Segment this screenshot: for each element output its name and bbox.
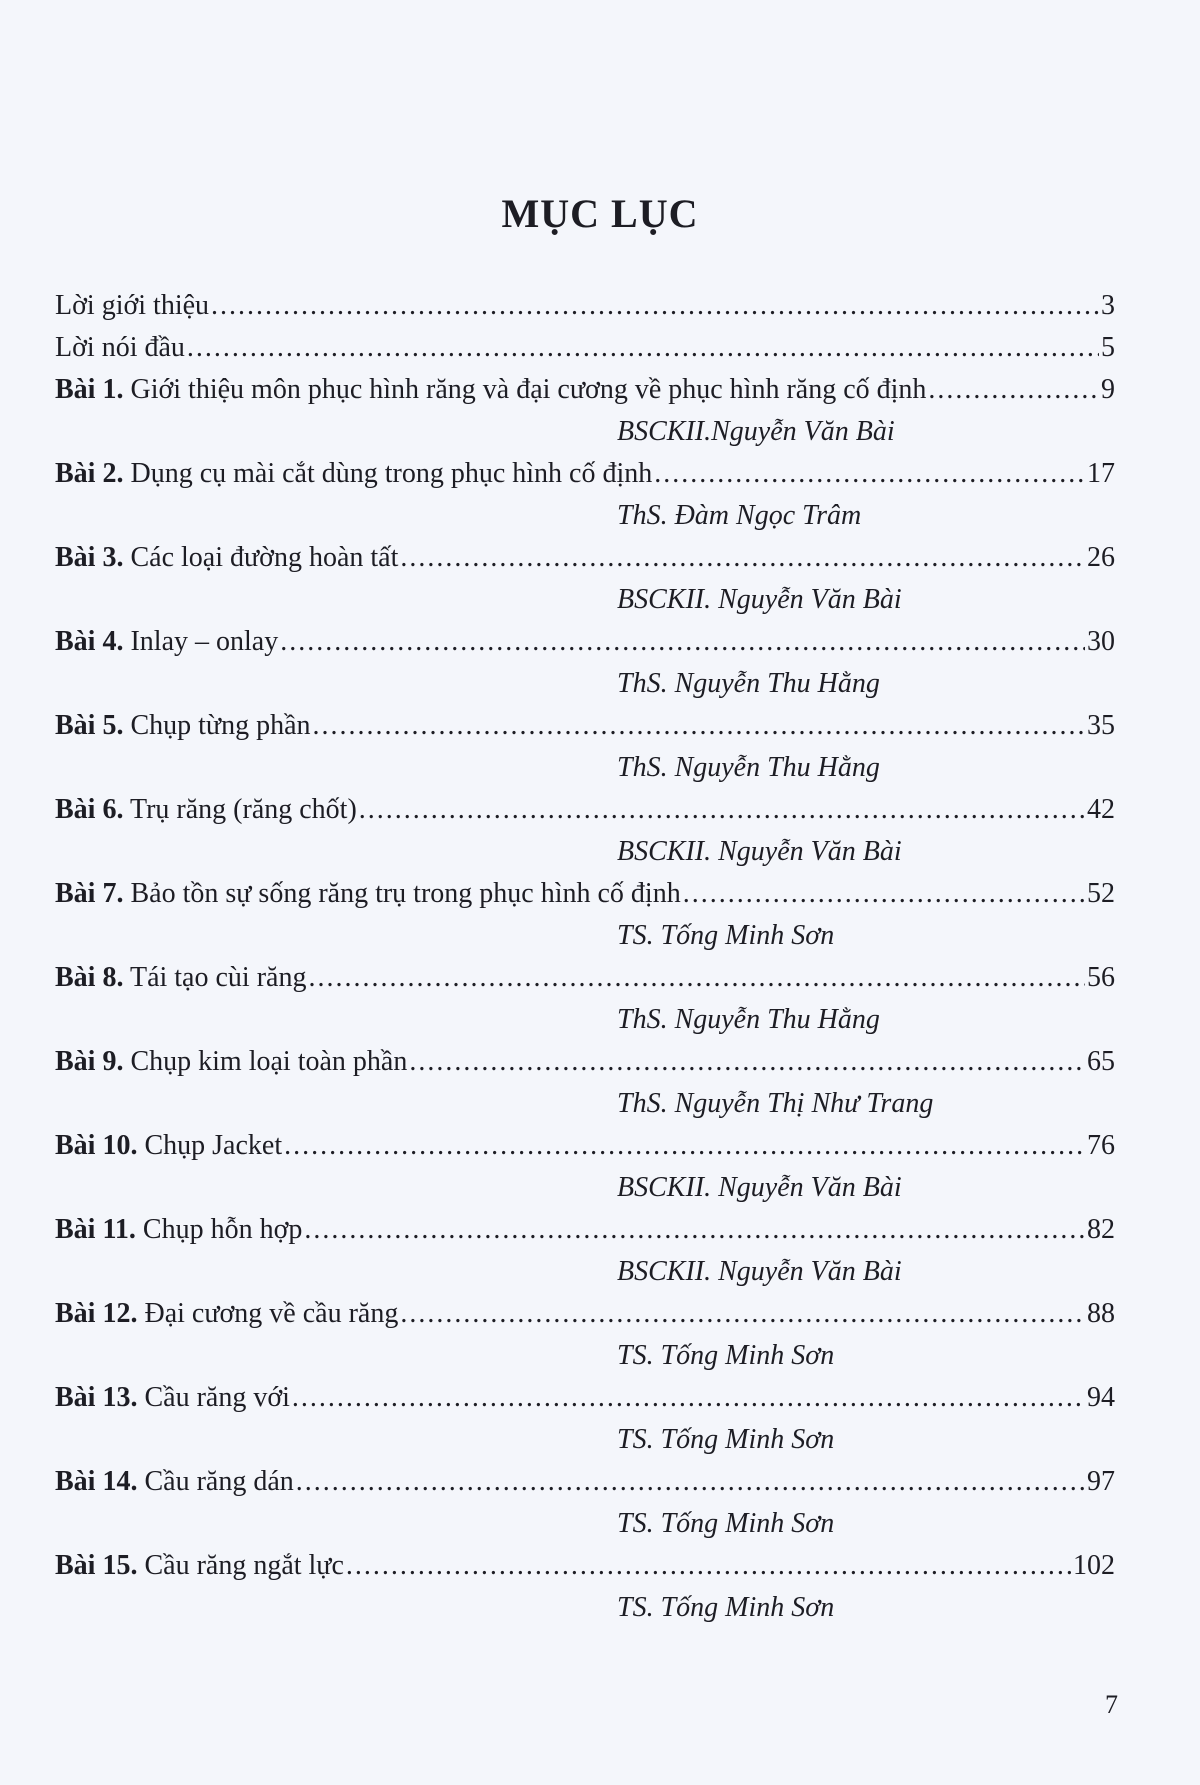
- entry-label: [55, 621, 278, 663]
- entry-page-number: 76: [1087, 1130, 1115, 1161]
- lesson-number: Bài 3.: [55, 542, 124, 573]
- toc-entry: [55, 873, 1115, 915]
- entry-author: ThS. Đàm Ngọc Trâm: [617, 500, 862, 531]
- entry-label: [55, 1461, 294, 1503]
- entry-page-number: 82: [1087, 1214, 1115, 1245]
- dot-leader: [400, 537, 1085, 579]
- lesson-number: Bài 11.: [55, 1214, 136, 1245]
- toc-entry: [55, 1545, 1115, 1587]
- page-number: 7: [1105, 1690, 1118, 1719]
- dot-leader: [211, 285, 1099, 327]
- dot-leader: [683, 873, 1085, 915]
- toc-entry: [55, 453, 1115, 495]
- entry-title: Chụp Jacket: [144, 1130, 283, 1161]
- entry-page-number: 30: [1087, 626, 1115, 657]
- entry-title: Tái tạo cùi răng: [129, 962, 307, 993]
- entry-author: TS. Tống Minh Sơn: [617, 1424, 835, 1455]
- entry-title: Giới thiệu môn phục hình răng và đại cương về phục hình răng cố định: [130, 374, 927, 405]
- toc-entry: [55, 1209, 1115, 1251]
- entry-title: Các loại đường hoàn tất: [130, 542, 399, 573]
- entry-title: Inlay – onlay: [130, 626, 279, 657]
- entry-author: BSCKII. Nguyễn Văn Bài: [617, 1256, 902, 1287]
- entry-label: [55, 1293, 398, 1335]
- dot-leader: [280, 621, 1085, 663]
- entry-page-number: 42: [1087, 794, 1115, 825]
- entry-label: [55, 1125, 282, 1167]
- entry-label: [55, 1041, 407, 1083]
- entry-page-number: 65: [1087, 1046, 1115, 1077]
- table-of-contents: [55, 285, 1115, 1629]
- entry-title: Đại cương về cầu răng: [144, 1298, 399, 1329]
- lesson-number: Bài 4.: [55, 626, 124, 657]
- entry-page-number: 94: [1087, 1382, 1115, 1413]
- entry-page-number: 97: [1087, 1466, 1115, 1497]
- dot-leader: [304, 1209, 1085, 1251]
- entry-author: TS. Tống Minh Sơn: [617, 1508, 835, 1539]
- dot-leader: [654, 453, 1085, 495]
- lesson-number: Bài 5.: [55, 710, 124, 741]
- entry-title: Chụp từng phần: [130, 710, 311, 741]
- toc-entry: [55, 1377, 1115, 1419]
- lesson-number: Bài 9.: [55, 1046, 124, 1077]
- entry-page-number: 88: [1087, 1298, 1115, 1329]
- dot-leader: [400, 1293, 1085, 1335]
- lesson-number: Bài 7.: [55, 878, 124, 909]
- dot-leader: [296, 1461, 1085, 1503]
- entry-label: [55, 327, 185, 369]
- entry-author: ThS. Nguyễn Thị Như Trang: [617, 1088, 934, 1119]
- toc-entry: [55, 285, 1115, 327]
- entry-page-number: 52: [1087, 878, 1115, 909]
- lesson-number: Bài 13.: [55, 1382, 138, 1413]
- dot-leader: [313, 705, 1085, 747]
- page-title: MỤC LỤC: [501, 191, 699, 236]
- dot-leader: [308, 957, 1085, 999]
- entry-page-number: 3: [1101, 290, 1115, 321]
- entry-page-number: 5: [1101, 332, 1115, 363]
- entry-author: BSCKII. Nguyễn Văn Bài: [617, 584, 902, 615]
- entry-author: BSCKII. Nguyễn Văn Bài: [617, 1172, 902, 1203]
- entry-label: [55, 1545, 344, 1587]
- lesson-number: Bài 10.: [55, 1130, 138, 1161]
- entry-title: Lời giới thiệu: [55, 290, 210, 321]
- entry-label: [55, 873, 681, 915]
- entry-title: Cầu răng dán: [144, 1466, 294, 1497]
- entry-label: [55, 957, 306, 999]
- entry-page-number: 56: [1087, 962, 1115, 993]
- toc-entry: [55, 1293, 1115, 1335]
- entry-author: ThS. Nguyễn Thu Hằng: [617, 752, 880, 783]
- toc-entry: [55, 537, 1115, 579]
- toc-entry: [55, 1125, 1115, 1167]
- dot-leader: [187, 327, 1099, 369]
- entry-page-number: 102: [1073, 1550, 1115, 1581]
- lesson-number: Bài 12.: [55, 1298, 138, 1329]
- toc-entry: [55, 369, 1115, 411]
- dot-leader: [346, 1545, 1071, 1587]
- entry-title: Lời nói đầu: [55, 332, 185, 363]
- entry-label: [55, 369, 926, 411]
- entry-author: BSCKII.Nguyễn Văn Bài: [617, 416, 895, 447]
- entry-title: Chụp hỗn hợp: [142, 1214, 303, 1245]
- entry-title: Dụng cụ mài cắt dùng trong phục hình cố định: [130, 458, 653, 489]
- lesson-number: Bài 6.: [55, 794, 124, 825]
- entry-title: Chụp kim loại toàn phần: [130, 1046, 408, 1077]
- entry-title: Cầu răng ngắt lực: [144, 1550, 344, 1581]
- entry-label: [55, 1377, 290, 1419]
- entry-label: [55, 1209, 302, 1251]
- entry-page-number: 17: [1087, 458, 1115, 489]
- dot-leader: [284, 1125, 1085, 1167]
- entry-page-number: 35: [1087, 710, 1115, 741]
- lesson-number: Bài 8.: [55, 962, 124, 993]
- entry-label: [55, 453, 652, 495]
- entry-title: Cầu răng với: [144, 1382, 290, 1413]
- toc-entry: [55, 957, 1115, 999]
- entry-label: [55, 789, 357, 831]
- lesson-number: Bài 14.: [55, 1466, 138, 1497]
- entry-author: TS. Tống Minh Sơn: [617, 1592, 835, 1623]
- entry-author: TS. Tống Minh Sơn: [617, 1340, 835, 1371]
- dot-leader: [359, 789, 1085, 831]
- toc-entry: [55, 705, 1115, 747]
- entry-author: ThS. Nguyễn Thu Hằng: [617, 1004, 880, 1035]
- toc-entry: [55, 1041, 1115, 1083]
- toc-entry: [55, 327, 1115, 369]
- entry-title: Bảo tồn sự sống răng trụ trong phục hình cố định: [130, 878, 681, 909]
- lesson-number: Bài 15.: [55, 1550, 138, 1581]
- toc-entry: [55, 621, 1115, 663]
- toc-entry: [55, 789, 1115, 831]
- lesson-number: Bài 1.: [55, 374, 124, 405]
- dot-leader: [292, 1377, 1085, 1419]
- entry-author: ThS. Nguyễn Thu Hằng: [617, 668, 880, 699]
- entry-label: [55, 285, 209, 327]
- entry-author: BSCKII. Nguyễn Văn Bài: [617, 836, 902, 867]
- dot-leader: [409, 1041, 1085, 1083]
- entry-label: [55, 705, 311, 747]
- toc-entry: [55, 1461, 1115, 1503]
- entry-title: Trụ răng (răng chốt): [129, 794, 357, 825]
- entry-page-number: 9: [1101, 374, 1115, 405]
- lesson-number: Bài 2.: [55, 458, 124, 489]
- dot-leader: [928, 369, 1099, 411]
- entry-author: TS. Tống Minh Sơn: [617, 920, 835, 951]
- entry-label: [55, 537, 398, 579]
- entry-page-number: 26: [1087, 542, 1115, 573]
